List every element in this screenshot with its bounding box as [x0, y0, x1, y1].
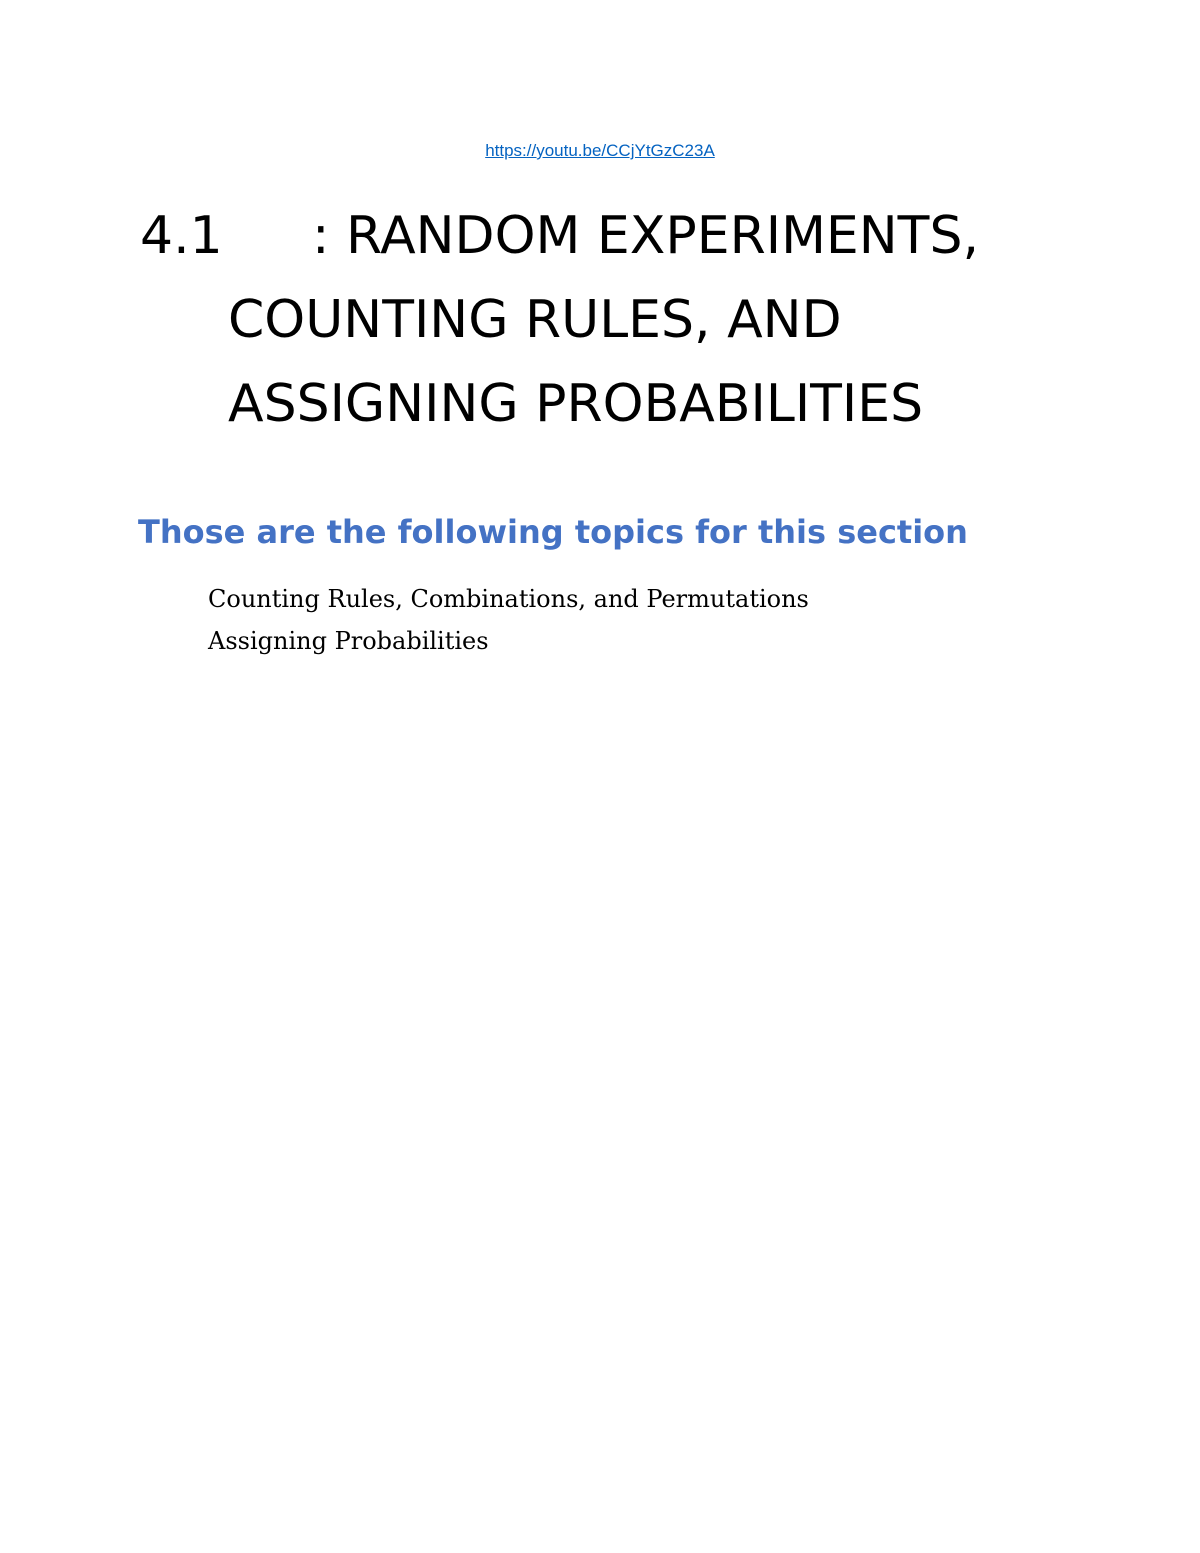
heading-line-1	[140, 194, 1140, 278]
topic-item: Assigning Probabilities	[208, 627, 489, 655]
topics-intro: Those are the following topics for this section	[138, 513, 968, 551]
section-number: 4.1	[140, 206, 223, 266]
heading-title-line-2: COUNTING RULES, AND	[228, 290, 842, 350]
heading-title-line-1: : RANDOM EXPERIMENTS,	[312, 206, 979, 266]
topic-item: Counting Rules, Combinations, and Permutations	[208, 585, 809, 613]
heading-title-line-3: ASSIGNING PROBABILITIES	[228, 374, 924, 434]
section-heading	[140, 194, 1140, 446]
video-link[interactable]: https://youtu.be/CCjYtGzC23A	[485, 141, 715, 160]
topics-list	[208, 578, 809, 662]
